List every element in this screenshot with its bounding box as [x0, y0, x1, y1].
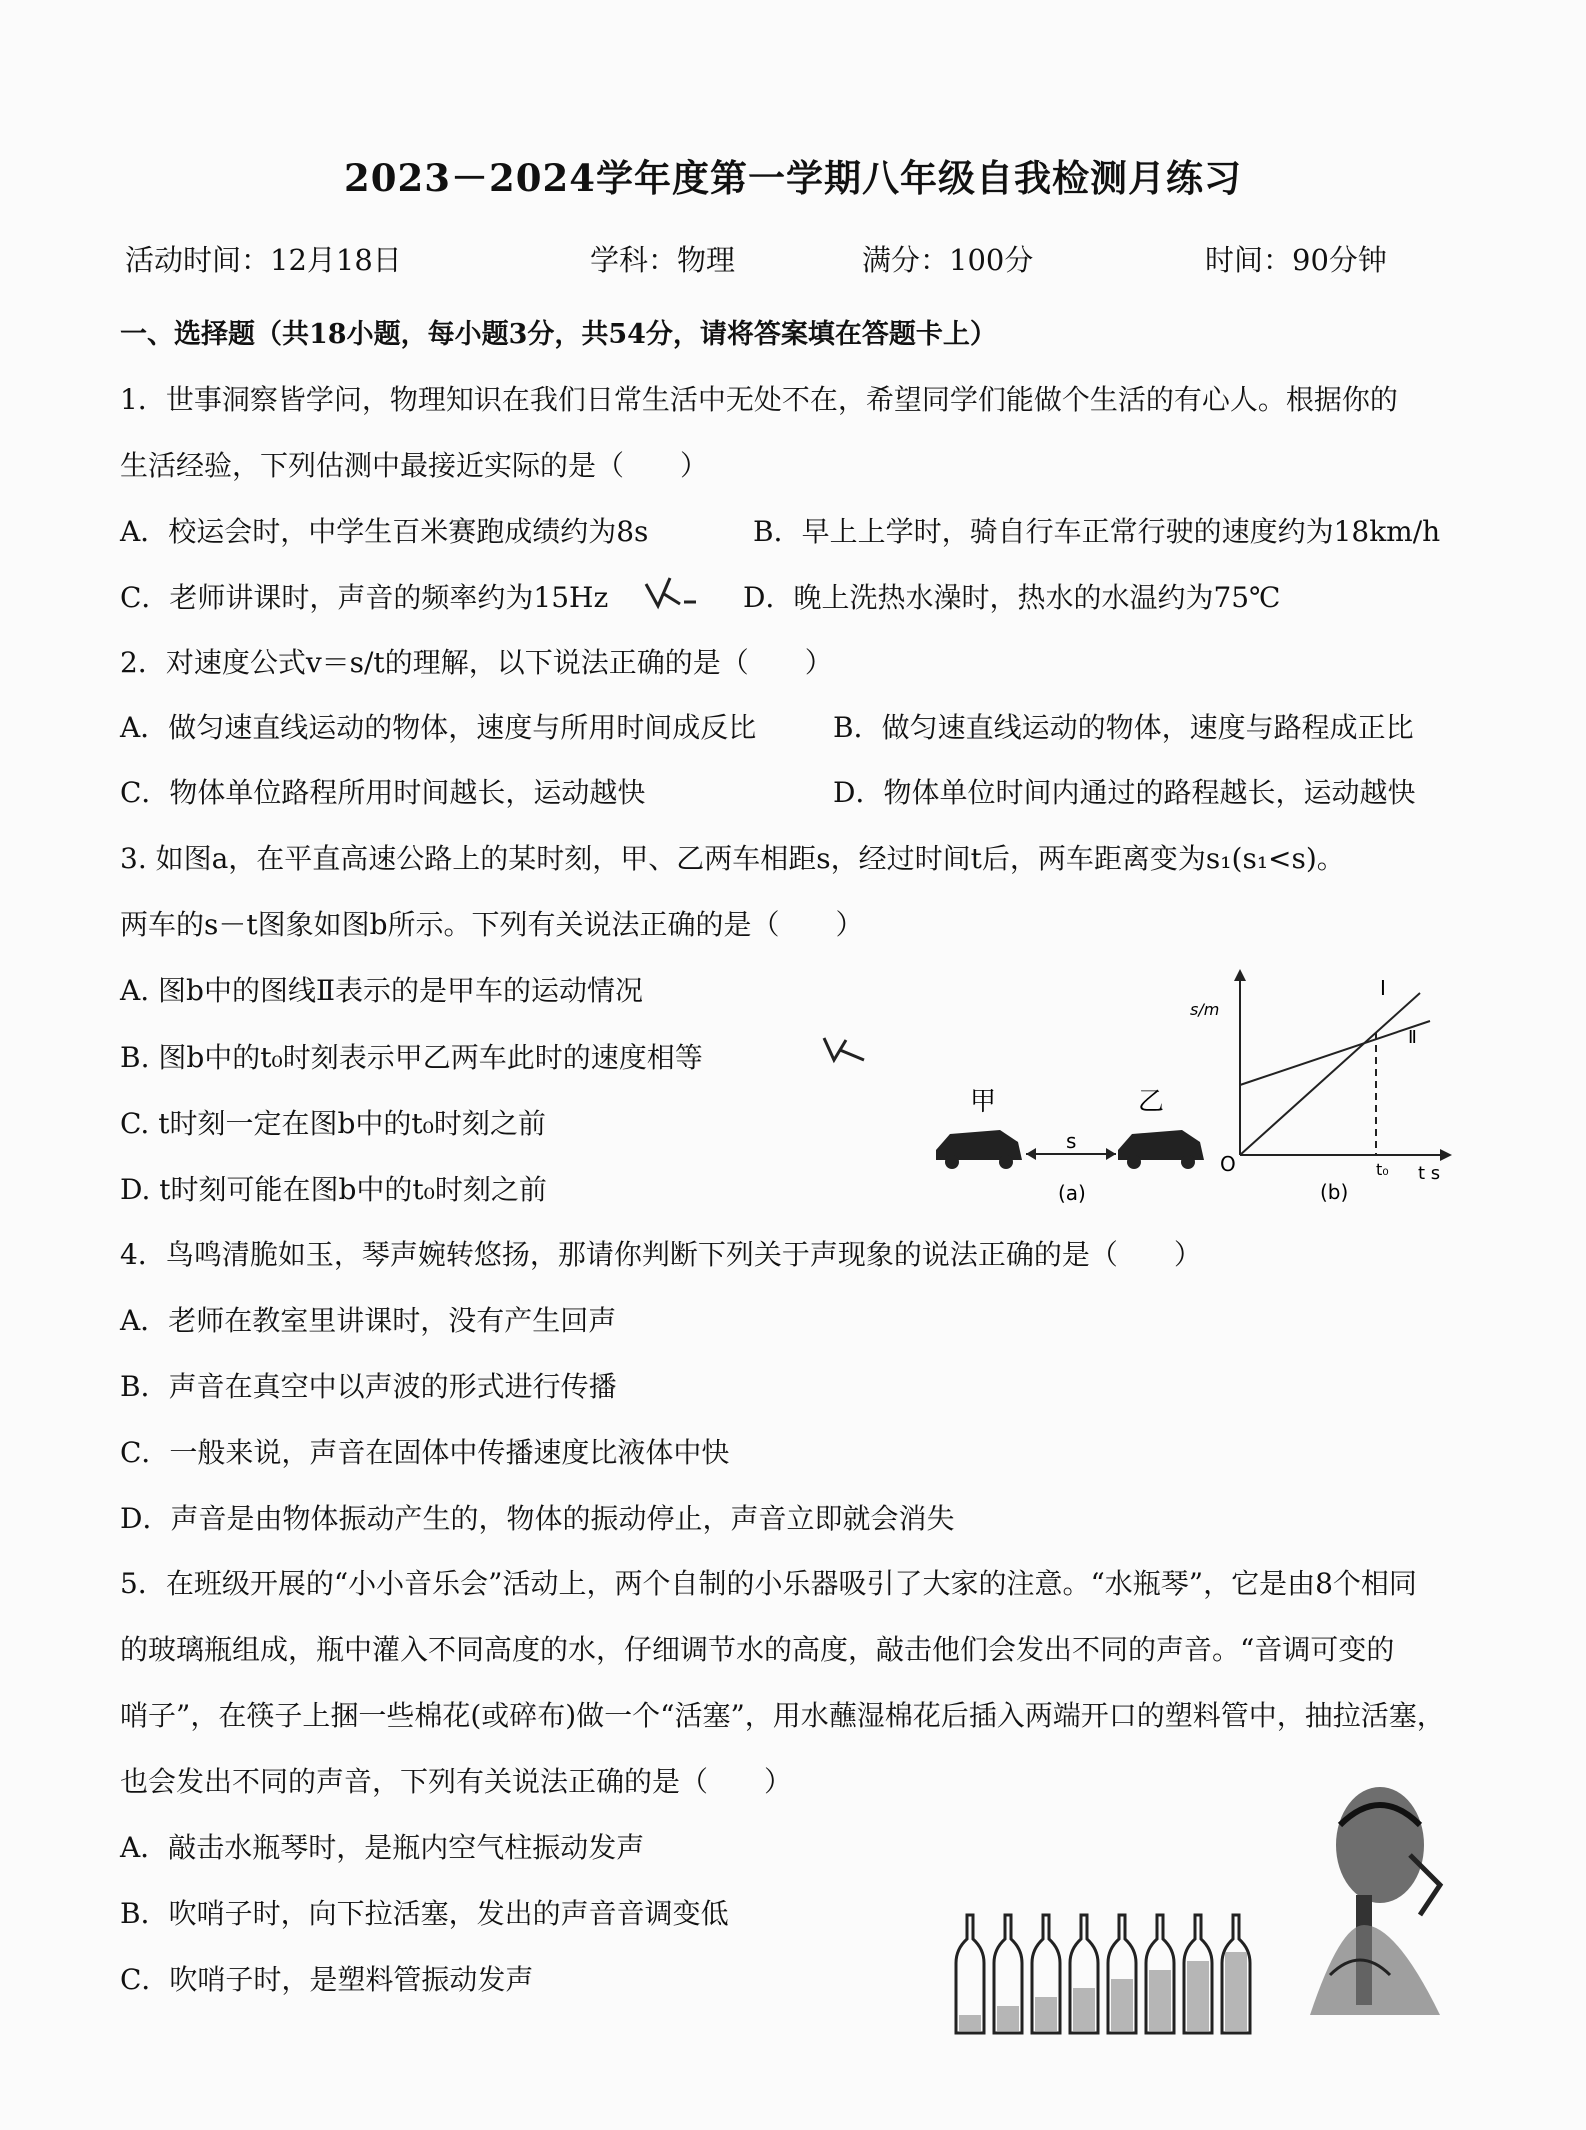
q5-option-a: A．敲击水瓶琴时，是瓶内空气柱振动发声: [120, 1831, 645, 1864]
q1-option-c: C．老师讲课时，声音的频率约为15Hz: [120, 581, 609, 614]
water-level: [1035, 1997, 1057, 2031]
origin-label: O: [1220, 1152, 1236, 1176]
distance-label: s: [1066, 1129, 1077, 1153]
q4-option-b: B．声音在真空中以声波的形式进行传播: [120, 1370, 617, 1403]
water-level: [1187, 1961, 1209, 2031]
q3-stem-1: 3. 如图a，在平直高速公路上的某时刻，甲、乙两车相距s，经过时间t后，两车距离变为s₁(s₁<s)。: [120, 842, 1345, 875]
q5-option-c: C．吹哨子时，是塑料管振动发声: [120, 1963, 534, 1996]
car-jia-label: 甲: [970, 1087, 997, 1117]
q3-option-b: B. 图b中的t₀时刻表示甲乙两车此时的速度相等: [120, 1041, 703, 1074]
water-level: [1149, 1970, 1171, 2031]
figure-a-cars: [930, 1080, 1210, 1220]
q3-stem-2: 两车的s－t图象如图b所示。下列有关说法正确的是（ ）: [120, 908, 864, 941]
activity-time: 活动时间：12月18日: [125, 243, 402, 277]
q3-option-c: C. t时刻一定在图b中的t₀时刻之前: [120, 1107, 546, 1140]
q1-option-b: B．早上上学时，骑自行车正常行驶的速度约为18km/h: [753, 515, 1441, 548]
water-level: [959, 2015, 981, 2031]
q5-stem-1: 5．在班级开展的“小小音乐会”活动上，两个自制的小乐器吸引了大家的注意。“水瓶琴”，它是由8个相同: [120, 1567, 1417, 1600]
q3-option-d: D. t时刻可能在图b中的t₀时刻之前: [120, 1173, 547, 1206]
page-title: 2023－2024学年度第一学期八年级自我检测月练习: [344, 156, 1242, 200]
q1-stem-2: 生活经验，下列估测中最接近实际的是（ ）: [120, 449, 709, 482]
q1-option-a: A．校运会时，中学生百米赛跑成绩约为8s: [120, 515, 649, 548]
figure-a-caption: (a): [1058, 1181, 1086, 1205]
subject: 学科：物理: [590, 243, 736, 277]
handwritten-mark-icon: [640, 572, 700, 612]
q3-option-a: A. 图b中的图线Ⅱ表示的是甲车的运动情况: [120, 974, 643, 1007]
line-i: [1240, 993, 1420, 1155]
water-level: [997, 2006, 1019, 2031]
car-jia-icon: [936, 1130, 1022, 1169]
q4-option-c: C．一般来说，声音在固体中传播速度比液体中快: [120, 1436, 730, 1469]
q2-option-a: A．做匀速直线运动的物体，速度与所用时间成反比: [120, 711, 757, 744]
q2-option-d: D．物体单位时间内通过的路程越长，运动越快: [833, 776, 1416, 809]
q1-stem-1: 1．世事洞察皆学问，物理知识在我们日常生活中无处不在，希望同学们能做个生活的有心人。根据你的: [120, 383, 1398, 416]
water-level: [1073, 1988, 1095, 2031]
full-score: 满分：100分: [862, 243, 1034, 277]
x-axis-label: t s: [1418, 1163, 1441, 1184]
q1-option-d: D．晚上洗热水澡时，热水的水温约为75℃: [743, 581, 1281, 614]
y-axis-label: s/m: [1190, 1000, 1220, 1019]
figure-b-caption: (b): [1320, 1180, 1349, 1204]
q5-option-b: B．吹哨子时，向下拉活塞，发出的声音音调变低: [120, 1897, 729, 1930]
section-heading: 一、选择题（共18小题，每小题3分，共54分，请将答案填在答题卡上）: [120, 319, 997, 350]
q2-option-c: C．物体单位路程所用时间越长，运动越快: [120, 776, 646, 809]
line-ii: [1240, 1021, 1430, 1085]
q2-option-b: B．做匀速直线运动的物体，速度与路程成正比: [833, 711, 1414, 744]
duration: 时间：90分钟: [1205, 243, 1387, 277]
q5-stem-3: 哨子”，在筷子上捆一些棉花(或碎布)做一个“活塞”，用水蘸湿棉花后插入两端开口的塑料管中，抽拉活塞，: [120, 1699, 1445, 1732]
q5-stem-4: 也会发出不同的声音，下列有关说法正确的是（ ）: [120, 1765, 793, 1798]
body-icon: [1310, 1925, 1440, 2015]
whistle-player-illustration: [1300, 1775, 1480, 2025]
handwritten-mark-icon: [818, 1030, 870, 1066]
line-ii-label: Ⅱ: [1408, 1027, 1417, 1048]
line-i-label: Ⅰ: [1380, 976, 1386, 1000]
water-bottles-illustration: [950, 1905, 1270, 2045]
water-level: [1225, 1952, 1247, 2031]
figure-b-st-graph: [1180, 965, 1480, 1215]
q5-stem-2: 的玻璃瓶组成，瓶中灌入不同高度的水，仔细调节水的高度，敲击他们会发出不同的声音。“音调可变的: [120, 1633, 1395, 1666]
q4-option-d: D．声音是由物体振动产生的，物体的振动停止，声音立即就会消失: [120, 1502, 955, 1535]
q4-stem: 4．鸟鸣清脆如玉，琴声婉转悠扬，那请你判断下列关于声现象的说法正确的是（ ）: [120, 1238, 1202, 1271]
q2-stem: 2．对速度公式v＝s/t的理解，以下说法正确的是（ ）: [120, 646, 833, 679]
t0-label: t₀: [1376, 1160, 1389, 1179]
q4-option-a: A．老师在教室里讲课时，没有产生回声: [120, 1304, 617, 1337]
water-level: [1111, 1979, 1133, 2031]
car-yi-label: 乙: [1138, 1087, 1165, 1117]
